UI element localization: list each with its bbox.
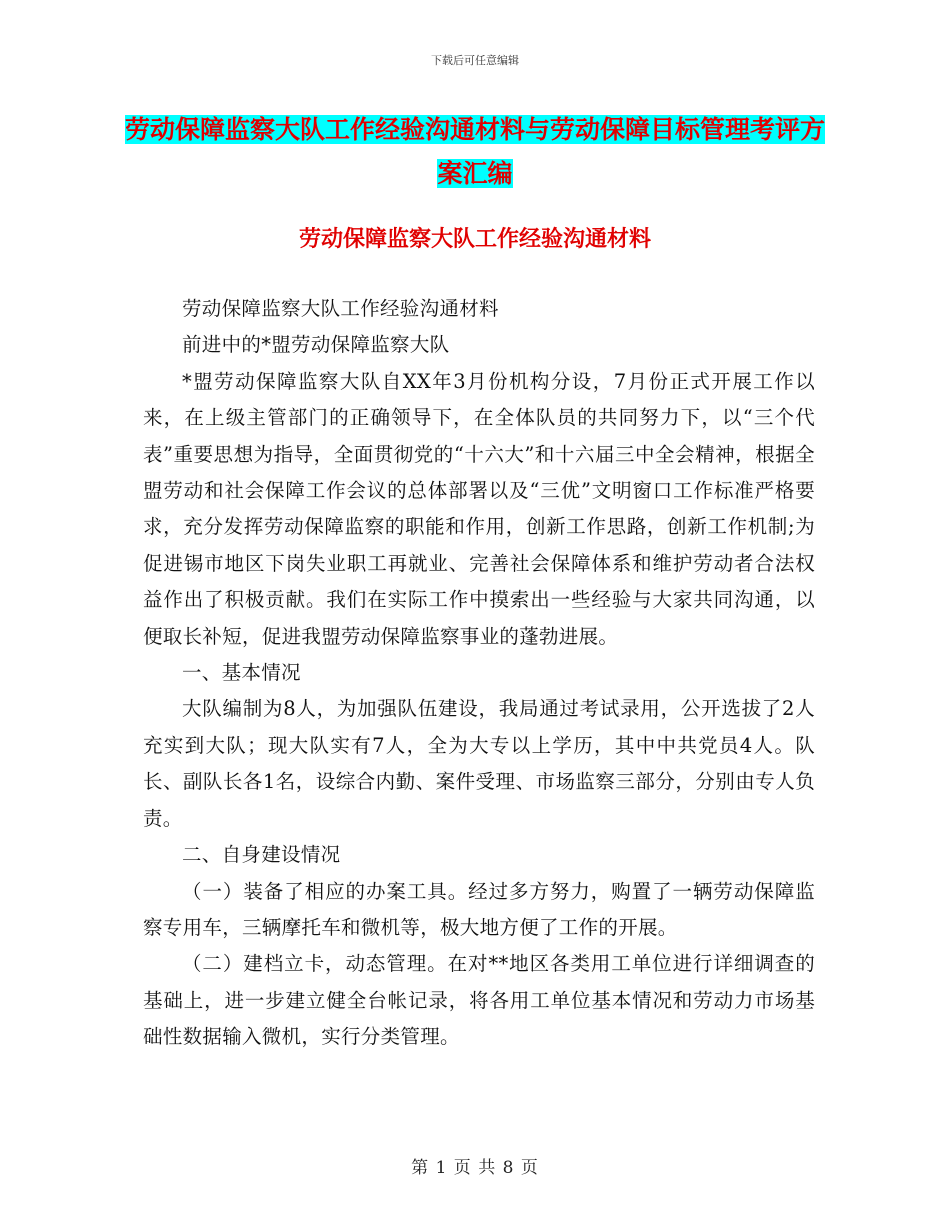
document-main-title: [120, 108, 830, 196]
document-body: [143, 291, 815, 1056]
page-number-footer: 第 1 页 共 8 页: [411, 1158, 539, 1178]
paragraph: *盟劳动保障监察大队自XX年3月份机构分设，7月份正式开展工作以来，在上级主管部门的正确领导下，在全体队员的共同努力下，以“三个代表”重要思想为指导，全面贯彻党的“十六大”和十六届三中全会精神，根据全盟劳动和社会保障工作会议的总体部署以及“三优”文明窗口工作标准严格要求，充分发挥劳动保障监察的职能和作用，创新工作思路，创新工作机制;为促进锡市地区下岗失业职工再就业、完善社会保障体系和维护劳动者合法权益作出了积极贡献。我们在实际工作中摸索出一些经验与大家共同沟通，以便取长补短，促进我盟劳动保障监察事业的蓬勃进展。: [143, 369, 815, 648]
paragraph: （二）建档立卡，动态管理。在对**地区各类用工单位进行详细调查的基础上，进一步建立健全台帐记录，将各用工单位基本情况和劳动力市场基础性数据输入微机，实行分类管理。: [143, 952, 815, 1049]
header-note: 下载后可任意编辑: [431, 54, 519, 67]
paragraph: 二、自身建设情况: [182, 843, 341, 867]
paragraph: 大队编制为8人，为加强队伍建设，我局通过考试录用，公开选拔了2人充实到大队；现大队实有7人，全为大专以上学历，其中中共党员4人。队长、副队长各1名，设综合内勤、案件受理、市场监察三部分，分别由专人负责。: [143, 697, 815, 830]
paragraph: 劳动保障监察大队工作经验沟通材料: [182, 297, 499, 320]
paragraph: （一）装备了相应的办案工具。经过多方努力，购置了一辆劳动保障监察专用车，三辆摩托车和微机等，极大地方便了工作的开展。: [143, 879, 815, 939]
paragraph: 前进中的*盟劳动保障监察大队: [182, 333, 450, 357]
section-title: 劳动保障监察大队工作经验沟通材料: [298, 226, 651, 252]
paragraph: 一、基本情况: [182, 661, 301, 685]
main-title-highlight: 劳动保障监察大队工作经验沟通材料与劳动保障目标管理考评方案汇编: [124, 115, 825, 188]
